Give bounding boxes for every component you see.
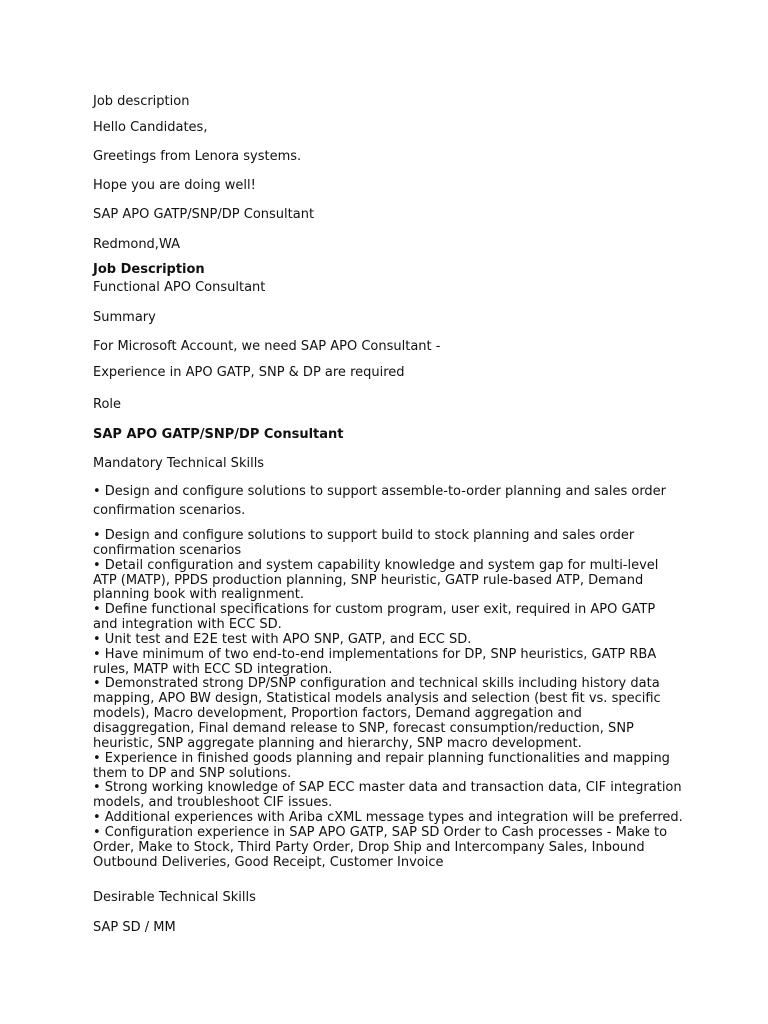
summary-text: For Microsoft Account, we need SAP APO Consultant -: [93, 339, 441, 354]
list-item: • Demonstrated strong DP/SNP configuration and technical skills including history data mapping, APO BW design, Statistical models analysis and selection (best fit vs. specific models), Macro development, Proportion factors, Demand aggregation and disaggregation, Final demand release to SNP, forecast consumption/reduction, SNP heuristic, SNP aggregate planning and hierarchy, SNP macro development.: [93, 676, 661, 751]
desirable-skills-heading: Desirable Technical Skills: [93, 890, 256, 905]
list-item: • Strong working knowledge of SAP ECC master data and transaction data, CIF integration models, and troubleshoot CIF issues.: [93, 780, 682, 811]
desirable-skills-text: SAP SD / MM: [93, 920, 176, 935]
job-description-heading: Job Description: [93, 262, 205, 277]
list-item: • Additional experiences with Ariba cXML message types and integration will be preferred.: [93, 810, 683, 826]
first-bullet-paragraph: • Design and configure solutions to support assemble-to-order planning and sales order confirmation scenarios.: [93, 484, 667, 518]
list-item: • Detail configuration and system capability knowledge and system gap for multi-level ATP (MATP), PPDS production planning, SNP heuristic, GATP rule-based ATP, Demand planning book with realignment.: [93, 557, 659, 603]
hope-text: Hope you are doing well!: [93, 178, 256, 193]
job-description-label: Job description: [93, 94, 190, 109]
functional-title: Functional APO Consultant: [93, 280, 266, 295]
list-item: • Experience in finished goods planning and repair planning functionalities and mapping them to DP and SNP solutions.: [93, 750, 670, 781]
location-text: Redmond,WA: [93, 237, 180, 252]
mandatory-skills-heading: Mandatory Technical Skills: [93, 456, 265, 471]
position-title: SAP APO GATP/SNP/DP Consultant: [93, 207, 315, 222]
experience-required-text: Experience in APO GATP, SNP & DP are required: [93, 365, 405, 380]
role-title: SAP APO GATP/SNP/DP Consultant: [93, 427, 344, 442]
greeting-text: Hello Candidates,: [93, 120, 208, 135]
list-item: • Configuration experience in SAP APO GATP, SAP SD Order to Cash processes - Make to Order, Make to Stock, Third Party Order, Drop Ship and Intercompany Sales, Inbound Outbound Deliveries, Good Receipt, Customer Invoice: [93, 824, 668, 870]
role-label: Role: [93, 397, 122, 412]
list-item: • Define functional specifications for custom program, user exit, required in APO GATP and integration with ECC SD.: [93, 602, 656, 633]
list-item: • Unit test and E2E test with APO SNP, GATP, and ECC SD.: [93, 631, 472, 647]
list-item: • Design and configure solutions to support build to stock planning and sales order confirmation scenarios: [93, 528, 635, 558]
skills-bullet-list: [93, 529, 683, 870]
list-item: • Have minimum of two end-to-end implementations for DP, SNP heuristics, GATP RBA rules, MATP with ECC SD integration.: [93, 646, 657, 677]
greetings-from-text: Greetings from Lenora systems.: [93, 149, 302, 164]
summary-label: Summary: [93, 310, 156, 325]
